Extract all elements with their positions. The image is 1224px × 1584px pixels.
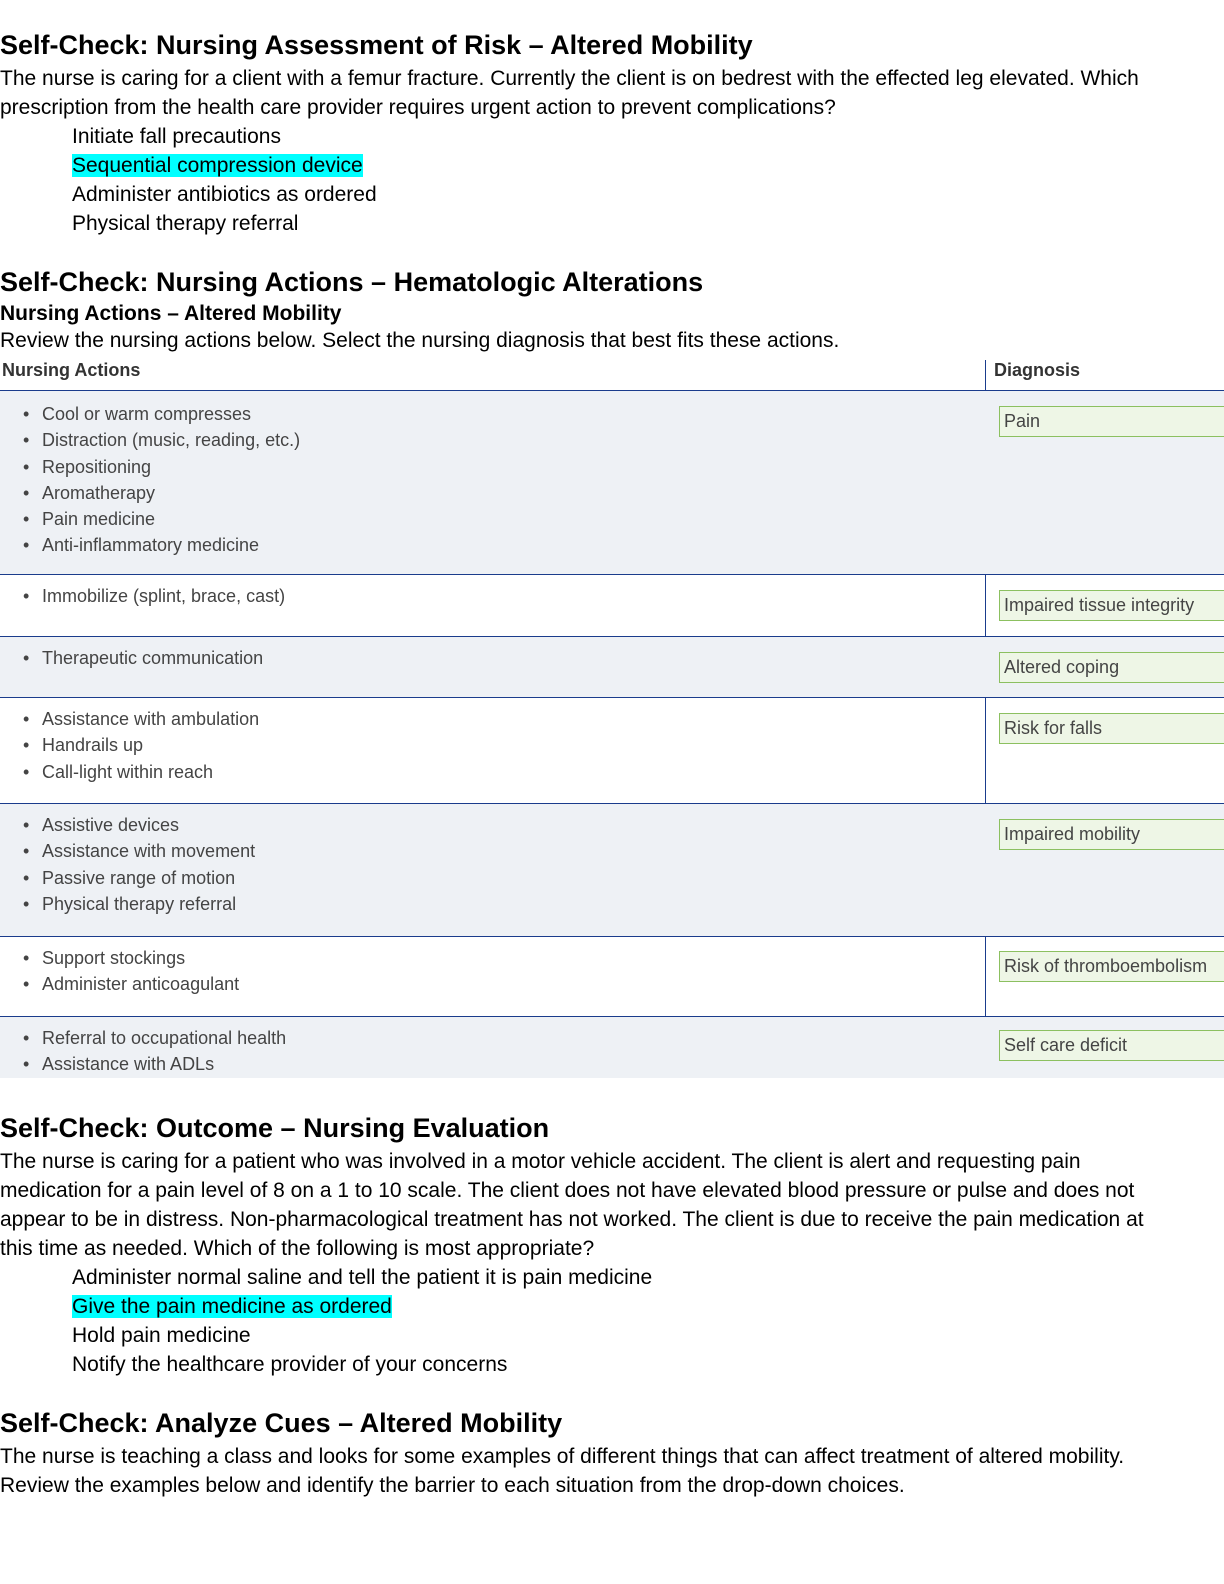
list-item: • Assistive devices	[42, 812, 1224, 838]
list-item: • Therapeutic communication	[42, 645, 1224, 671]
list-item: • Aromatherapy	[42, 480, 1224, 506]
list-item: • Support stockings	[42, 945, 1224, 971]
diagnosis-dropzone[interactable]: Risk of thromboembolism	[999, 951, 1224, 982]
diagnosis-dropzone[interactable]: Impaired tissue integrity	[999, 590, 1224, 621]
table-row	[0, 937, 1224, 1017]
section-title: Self-Check: Nursing Actions – Hematologic Alterations	[0, 267, 704, 297]
column-header-actions: Nursing Actions	[2, 360, 141, 380]
column-header-diagnosis: Diagnosis	[994, 360, 1081, 380]
section-title: Self-Check: Analyze Cues – Altered Mobility	[0, 1408, 563, 1438]
highlighted-answer: Sequential compression device	[72, 154, 363, 177]
diagnosis-dropzone[interactable]: Self care deficit	[999, 1030, 1224, 1061]
diagnosis-dropzone[interactable]: Risk for falls	[999, 713, 1224, 744]
question-stem-line: The nurse is caring for a client with a femur fracture. Currently the client is on bedrest with the effected leg elevated. Which	[0, 67, 1139, 90]
answer-option[interactable]: Administer normal saline and tell the patient it is pain medicine	[72, 1266, 653, 1289]
question-stem-line: The nurse is caring for a patient who was involved in a motor vehicle accident. The client is alert and requesting pain	[0, 1150, 1081, 1173]
list-item: • Pain medicine	[42, 506, 1224, 532]
table-row	[0, 698, 1224, 804]
answer-option[interactable]: Notify the healthcare provider of your concerns	[72, 1353, 508, 1376]
section-assessment-of-risk	[0, 30, 1224, 238]
section-title: Self-Check: Outcome – Nursing Evaluation	[0, 1113, 550, 1143]
answer-option[interactable]: Physical therapy referral	[72, 212, 299, 235]
question-stem-line: Review the examples below and identify the barrier to each situation from the drop-down choices.	[0, 1474, 905, 1497]
matching-table	[0, 360, 1224, 1078]
question-stem-line: medication for a pain level of 8 on a 1 to 10 scale. The client does not have elevated blood pressure or pulse and does not	[0, 1179, 1135, 1202]
highlighted-answer: Give the pain medicine as ordered	[72, 1295, 392, 1318]
table-row	[0, 391, 1224, 575]
question-stem-line: The nurse is teaching a class and looks for some examples of different things that can affect treatment of altered mobility.	[0, 1445, 1125, 1468]
list-item: • Administer anticoagulant	[42, 971, 1224, 997]
list-item: • Passive range of motion	[42, 865, 1224, 891]
section-subtitle: Nursing Actions – Altered Mobility	[0, 302, 342, 325]
list-item: • Repositioning	[42, 454, 1224, 480]
table-row	[0, 1017, 1224, 1078]
answer-option[interactable]: Administer antibiotics as ordered	[72, 183, 377, 206]
answer-option-selected[interactable]	[72, 151, 1224, 180]
section-nursing-actions	[0, 267, 1224, 355]
list-item: • Assistance with movement	[42, 838, 1224, 864]
section-nursing-evaluation	[0, 1113, 1224, 1379]
list-item: • Physical therapy referral	[42, 891, 1224, 917]
diagnosis-dropzone[interactable]: Pain	[999, 406, 1224, 437]
list-item: • Distraction (music, reading, etc.)	[42, 427, 1224, 453]
question-stem-line: prescription from the health care provider requires urgent action to prevent complications?	[0, 96, 836, 119]
list-item: • Handrails up	[42, 732, 1224, 758]
list-item: • Anti-inflammatory medicine	[42, 532, 1224, 558]
section-title: Self-Check: Nursing Assessment of Risk – Altered Mobility	[0, 30, 753, 60]
answer-option-selected[interactable]	[72, 1292, 1224, 1321]
answer-option[interactable]: Initiate fall precautions	[72, 125, 281, 148]
instruction: Review the nursing actions below. Select the nursing diagnosis that best fits these actions.	[0, 329, 840, 352]
table-header	[0, 360, 1224, 391]
question-stem-line: this time as needed. Which of the following is most appropriate?	[0, 1237, 595, 1260]
diagnosis-dropzone[interactable]: Altered coping	[999, 652, 1224, 683]
list-item: • Referral to occupational health	[42, 1025, 1224, 1051]
answer-options	[0, 122, 1224, 238]
section-analyze-cues	[0, 1408, 1224, 1500]
answer-option[interactable]: Hold pain medicine	[72, 1324, 251, 1347]
diagnosis-dropzone[interactable]: Impaired mobility	[999, 819, 1224, 850]
list-item: • Assistance with ADLs	[42, 1051, 1224, 1077]
list-item: • Cool or warm compresses	[42, 401, 1224, 427]
answer-options	[0, 1263, 1224, 1379]
list-item: • Immobilize (splint, brace, cast)	[42, 583, 1224, 609]
list-item: • Assistance with ambulation	[42, 706, 1224, 732]
list-item: • Call-light within reach	[42, 759, 1224, 785]
table-row	[0, 575, 1224, 637]
question-stem-line: appear to be in distress. Non-pharmacological treatment has not worked. The client is due to receive the pain medication at	[0, 1208, 1144, 1231]
table-row	[0, 637, 1224, 698]
table-row	[0, 804, 1224, 937]
